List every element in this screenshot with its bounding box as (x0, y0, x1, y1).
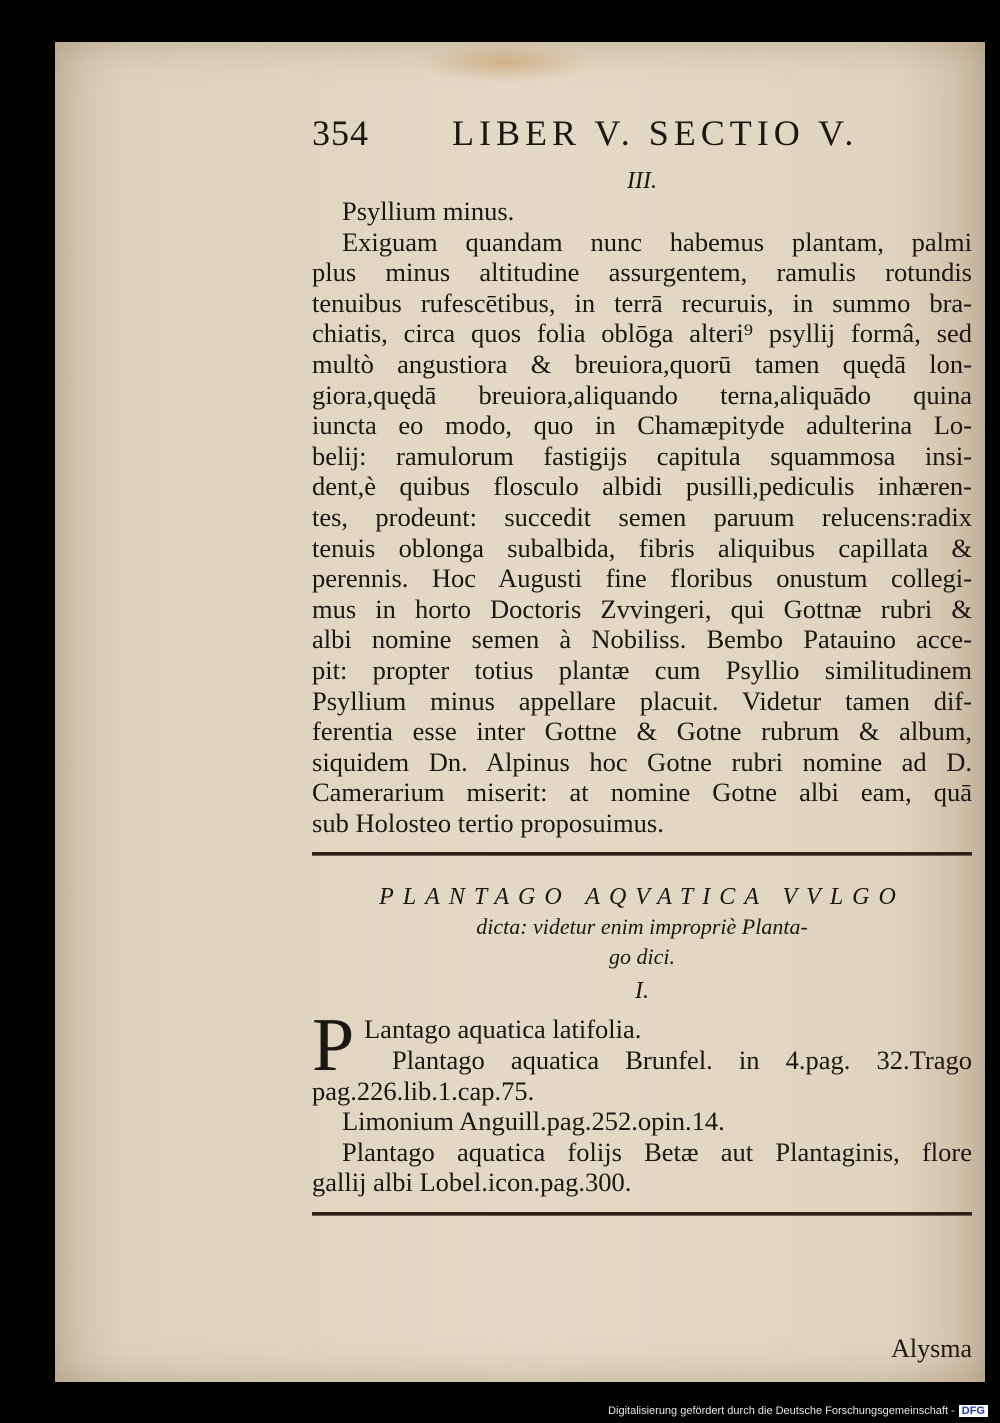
text-line: albi nomine semen à Nobiliss. Bembo Patauino acce- (312, 624, 972, 655)
book-page (55, 42, 985, 1382)
text-line: tes, prodeunt: succedit semen paruum relucens:radix (312, 501, 972, 532)
text-block (312, 112, 972, 1363)
text-line: gallij albi Lobel.icon.pag.300. (312, 1167, 632, 1198)
text-line: pit: propter totius plantæ cum Psyllio similitudinem (312, 654, 972, 685)
catchword: Alysma (891, 1334, 972, 1363)
paper-stain (415, 42, 595, 82)
entry-with-drop-cap (312, 1003, 972, 1198)
text-line: multò angustiora & breuiora,quorū tamen quędā lon- (312, 348, 972, 379)
text-line: chiatis, circa quos folia oblōga alteri⁹ psyllij formâ, sed (312, 318, 972, 349)
text-line: perennis. Hoc Augusti fine floribus onustum collegi- (312, 563, 972, 594)
text-line: dent,è quibus flosculo albidi pusilli,pediculis inhæren- (312, 471, 972, 502)
section-heading: PLANTAGO AQVATICA VVLGO (379, 884, 905, 911)
credit-text: Digitalisierung gefördert durch die Deutsche Forschungsgemeinschaft - (608, 1405, 955, 1417)
digitization-credit (608, 1405, 988, 1417)
bottom-divider (312, 1212, 972, 1216)
text-line: Exiguam quandam nunc habemus plantam, palmi (342, 226, 972, 257)
section-numeral: I. (635, 978, 649, 1005)
text-line: iuncta eo modo, quo in Chamæpityde adulterina Lo- (312, 410, 972, 441)
running-header (312, 112, 972, 164)
text-line: pag.226.lib.1.cap.75. (312, 1075, 535, 1106)
text-line: tenuibus rufescētibus, in terrā recuruis, in summo bra- (312, 287, 972, 318)
section-subheading: go dici. (609, 944, 675, 970)
text-line: Psyllium minus appellare placuit. Videtur tamen dif- (312, 685, 972, 716)
entry-title: Lantago aquatica latifolia. (364, 1014, 642, 1045)
text-line: Plantago aquatica Brunfel. in 4.pag. 32.Trago (392, 1045, 972, 1076)
text-line: ferentia esse inter Gottne & Gotne rubrum & album, (312, 716, 972, 747)
section-divider (312, 852, 972, 856)
text-line: Camerarium miserit: at nomine Gotne albi eam, quā (312, 777, 972, 808)
text-line: Plantago aquatica folijs Betæ aut Plantaginis, flore (342, 1136, 972, 1167)
text-line: giora,quędā breuiora,aliquando terna,aliquādo quina (312, 379, 972, 410)
drop-cap: P (312, 1003, 355, 1088)
text-line: tenuis oblonga subalbida, fibris aliquibus capillata & (312, 532, 972, 563)
text-line: Limonium Anguill.pag.252.opin.14. (342, 1106, 725, 1137)
section-subheading: dicta: videtur enim impropriè Planta- (476, 914, 808, 940)
text-line: sub Holosteo tertio proposuimus. (312, 807, 664, 838)
entry-title: Psyllium minus. (342, 196, 515, 226)
text-line: belij: ramulorum fastigijs capitula squammosa insi- (312, 440, 972, 471)
dfg-logo: DFG (959, 1405, 988, 1417)
entry-body (312, 196, 972, 838)
running-title: LIBER V. SECTIO V. (452, 113, 859, 153)
page-number: 354 (312, 113, 369, 153)
section-numeral: III. (627, 168, 657, 194)
text-line: plus minus altitudine assurgentem, ramulis rotundis (312, 257, 972, 288)
text-line: mus in horto Doctoris Zvvingeri, qui Gottnæ rubri & (312, 593, 972, 624)
text-line: siquidem Dn. Alpinus hoc Gotne rubri nomine ad D. (312, 746, 972, 777)
